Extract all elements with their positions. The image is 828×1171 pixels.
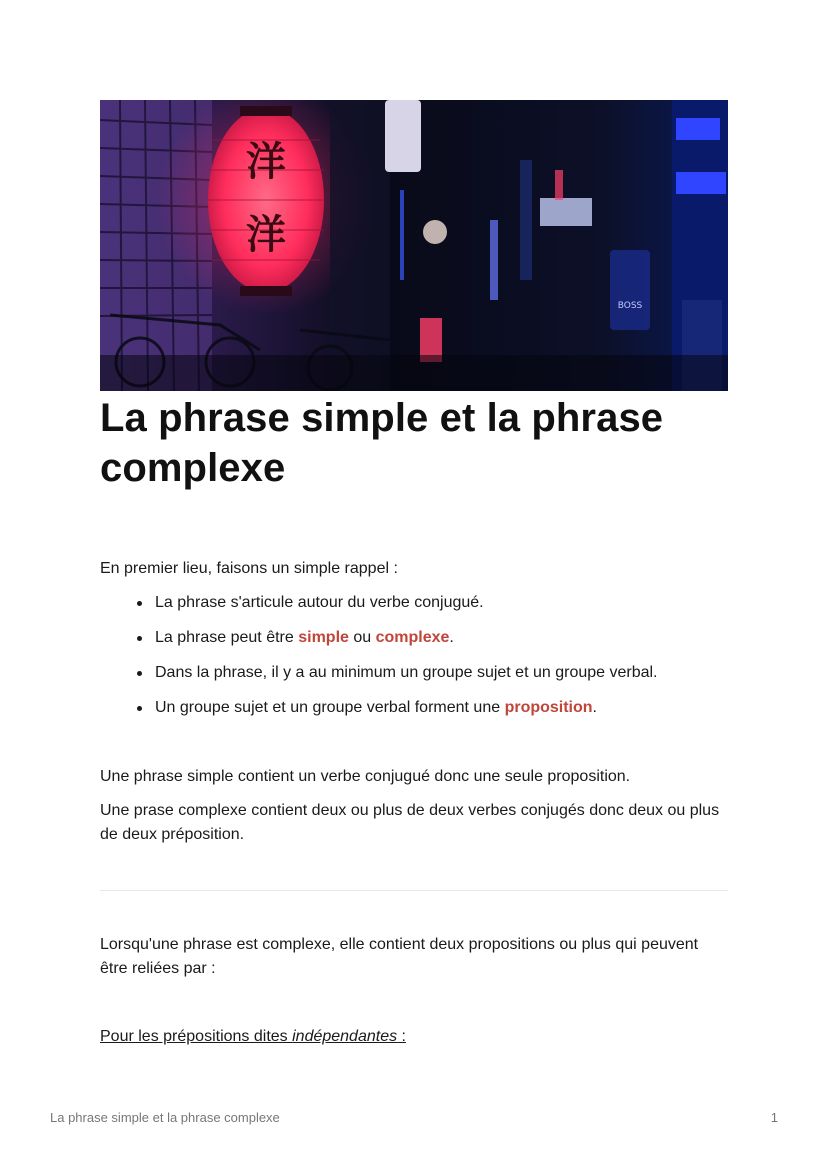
paragraph-relations: Lorsqu'une phrase est complexe, elle contient deux propositions ou plus qui peuvent être reliées par :: [100, 936, 699, 977]
reminder-list: [100, 591, 728, 731]
banner-image: [100, 100, 728, 391]
night-alley-lantern-photo-icon: [100, 100, 728, 391]
section-divider: [100, 890, 728, 891]
subheading-independantes: Pour les prépositions dites indépendantes :: [100, 1028, 406, 1045]
svg-text:BOSS: BOSS: [617, 301, 643, 311]
highlight-simple: simple: [298, 629, 349, 646]
intro-text: En premier lieu, faisons un simple rappel :: [100, 560, 398, 577]
list-item: Un groupe sujet et un groupe verbal forment une proposition.: [100, 696, 728, 731]
page-title: La phrase simple et la phrase complexe: [100, 396, 664, 490]
list-item: La phrase s'articule autour du verbe conjugué.: [100, 591, 728, 626]
page-number: 1: [770, 1110, 778, 1125]
svg-text:洋: 洋: [246, 139, 286, 185]
list-item: Dans la phrase, il y a au minimum un groupe sujet et un groupe verbal.: [100, 661, 728, 696]
svg-text:洋: 洋: [246, 212, 286, 258]
highlight-proposition: proposition: [504, 699, 593, 716]
paragraph-simple: Une phrase simple contient un verbe conjugué donc une seule proposition.: [100, 768, 631, 785]
paragraph-complexe: Une prase complexe contient deux ou plus de deux verbes conjugés donc deux ou plus de deux préposition.: [100, 802, 720, 843]
highlight-complexe: complexe: [375, 629, 450, 646]
list-item: La phrase peut être simple ou complexe.: [100, 626, 728, 661]
footer-title: La phrase simple et la phrase complexe: [50, 1110, 280, 1125]
